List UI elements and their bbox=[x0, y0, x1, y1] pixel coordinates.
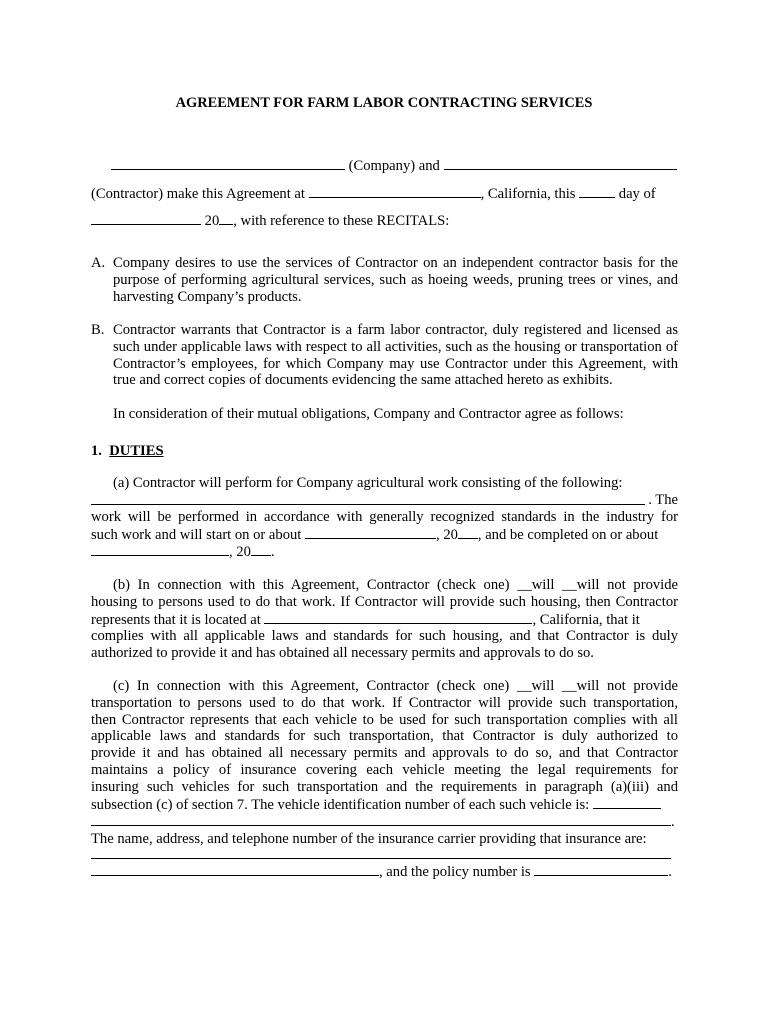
completion-year-prefix: , 20 bbox=[229, 544, 251, 560]
company-name-blank[interactable] bbox=[111, 157, 345, 170]
recital-b-label: B. bbox=[91, 322, 105, 338]
section-1-heading bbox=[91, 443, 164, 460]
duties-c bbox=[91, 678, 678, 848]
duties-a-intro: (a) Contractor will perform for Company agricultural work consisting of the following: bbox=[113, 475, 623, 491]
company-label: (Company) and bbox=[345, 158, 444, 174]
recitals-intro: , with reference to these RECITALS: bbox=[233, 213, 450, 229]
consideration-text: In consideration of their mutual obligations, Company and Contractor agree as follows: bbox=[113, 406, 624, 422]
intro-line-1 bbox=[111, 157, 677, 175]
recital-b-text: Contractor warrants that Contractor is a farm labor contractor, duly registered and licensed as such under applicable laws with respect to all activities, such as the housing or transportation of Contractor’s employees, for which Company may use Contractor under this Agreement, with true and correct copies of documents evidencing the same attached hereto as exhibits. bbox=[113, 322, 678, 389]
completion-date-blank[interactable] bbox=[91, 543, 229, 556]
day-blank[interactable] bbox=[579, 185, 615, 198]
policy-number-blank[interactable] bbox=[534, 863, 668, 876]
duties-b-line-4: complies with all applicable laws and standards for such housing, and that Contractor is duly bbox=[91, 628, 678, 645]
duties-c-line-6: maintains a policy of insurance covering each vehicle meeting the legal requirements for bbox=[91, 761, 678, 778]
insurance-carrier-line-1 bbox=[91, 846, 671, 864]
recital-a-text: Company desires to use the services of Contractor on an independent contractor basis for the purpose of performing agricultural services, such as hoeing weeds, pruning trees or vines, and harvesting Company’s products. bbox=[113, 255, 678, 305]
duties-c-line-3: then Contractor represents that each vehicle to be used for such transportation complies with all bbox=[91, 711, 678, 728]
start-on-label: such work and will start on or about bbox=[91, 527, 306, 543]
recital-b bbox=[91, 322, 678, 389]
intro-line-2 bbox=[91, 185, 656, 203]
section-1-number: 1. bbox=[91, 443, 102, 459]
insurance-carrier-line-2 bbox=[91, 863, 672, 881]
duties-b-line-2: housing to persons used to do that work. If Contractor will provide such housing, then Contractor bbox=[91, 593, 678, 610]
housing-california-label: , California, that it bbox=[532, 611, 640, 628]
duties-c-line-5: provide it and has obtained all necessary permits and approvals to do so, and that Contractor bbox=[91, 745, 678, 762]
insurance-carrier-blank-continued[interactable] bbox=[91, 863, 379, 876]
recital-a-label: A. bbox=[91, 255, 106, 271]
duties-a-line-4 bbox=[91, 526, 658, 544]
start-year-blank[interactable] bbox=[458, 526, 478, 539]
california-this-label: , California, this bbox=[480, 186, 580, 202]
completed-on-label: , and be completed on or about bbox=[477, 527, 659, 543]
work-description-blank[interactable] bbox=[91, 492, 645, 505]
recital-a bbox=[91, 255, 678, 305]
policy-number-label: , and the policy number is bbox=[379, 864, 535, 880]
day-of-label: day of bbox=[615, 186, 656, 202]
duties-c-line-2: transportation to persons used to do that work. If Contractor will provide such transportation, bbox=[91, 694, 678, 711]
section-1-title: DUTIES bbox=[109, 443, 164, 459]
agreement-location-blank[interactable] bbox=[309, 185, 481, 198]
document-title: AGREEMENT FOR FARM LABOR CONTRACTING SERVICES bbox=[175, 95, 593, 111]
intro-line-3 bbox=[91, 212, 449, 230]
duties-a-line-3: work will be performed in accordance with generally recognized standards in the industry for bbox=[91, 509, 678, 525]
duties-c-line-1: (c) In connection with this Agreement, Contractor (check one) __will __will not provide bbox=[113, 678, 678, 694]
completion-year-blank[interactable] bbox=[251, 543, 271, 556]
duties-b-line-5: authorized to provide it and has obtained all necessary permits and approvals to do so. bbox=[91, 645, 594, 662]
duties-a-the: . The bbox=[648, 492, 678, 508]
vin-blank-continued[interactable] bbox=[91, 813, 671, 826]
duties-b bbox=[91, 577, 678, 662]
duties-c-line-8 bbox=[91, 796, 678, 814]
start-date-blank[interactable] bbox=[305, 526, 436, 539]
duties-b-line-3 bbox=[91, 611, 678, 629]
duties-c-line-10: The name, address, and telephone number of the insurance carrier providing that insurance are: bbox=[91, 831, 647, 848]
duties-b-line-1: (b) In connection with this Agreement, Contractor (check one) __will __will not provide bbox=[113, 577, 678, 593]
duties-c-line-7: insuring such vehicles for such transportation and the requirements in paragraph (a)(iii) and bbox=[91, 778, 678, 795]
vin-label: subsection (c) of section 7. The vehicle identification number of each such vehicle is: bbox=[91, 796, 593, 813]
duties-a-line-2 bbox=[91, 492, 678, 510]
insurance-carrier-blank[interactable] bbox=[91, 846, 671, 859]
housing-location-blank[interactable] bbox=[264, 611, 532, 624]
duties-a-line-5 bbox=[91, 543, 275, 561]
duties-c-line-4: applicable laws and standards for such transportation, that Contractor is duly authorized to bbox=[91, 728, 678, 745]
contractor-name-blank[interactable] bbox=[444, 157, 677, 170]
duties-c-line-9 bbox=[91, 813, 678, 831]
year-blank[interactable] bbox=[219, 212, 233, 225]
policy-number-end: . bbox=[668, 864, 672, 880]
year-prefix: 20 bbox=[201, 213, 220, 229]
vin-end: . bbox=[671, 814, 675, 831]
duties-a-end: . bbox=[270, 544, 275, 560]
month-blank[interactable] bbox=[91, 212, 201, 225]
housing-location-label: represents that it is located at bbox=[91, 611, 265, 628]
vin-blank-start[interactable] bbox=[593, 796, 661, 809]
start-year-prefix: , 20 bbox=[436, 527, 458, 543]
agreement-at-label: (Contractor) make this Agreement at bbox=[91, 186, 309, 202]
